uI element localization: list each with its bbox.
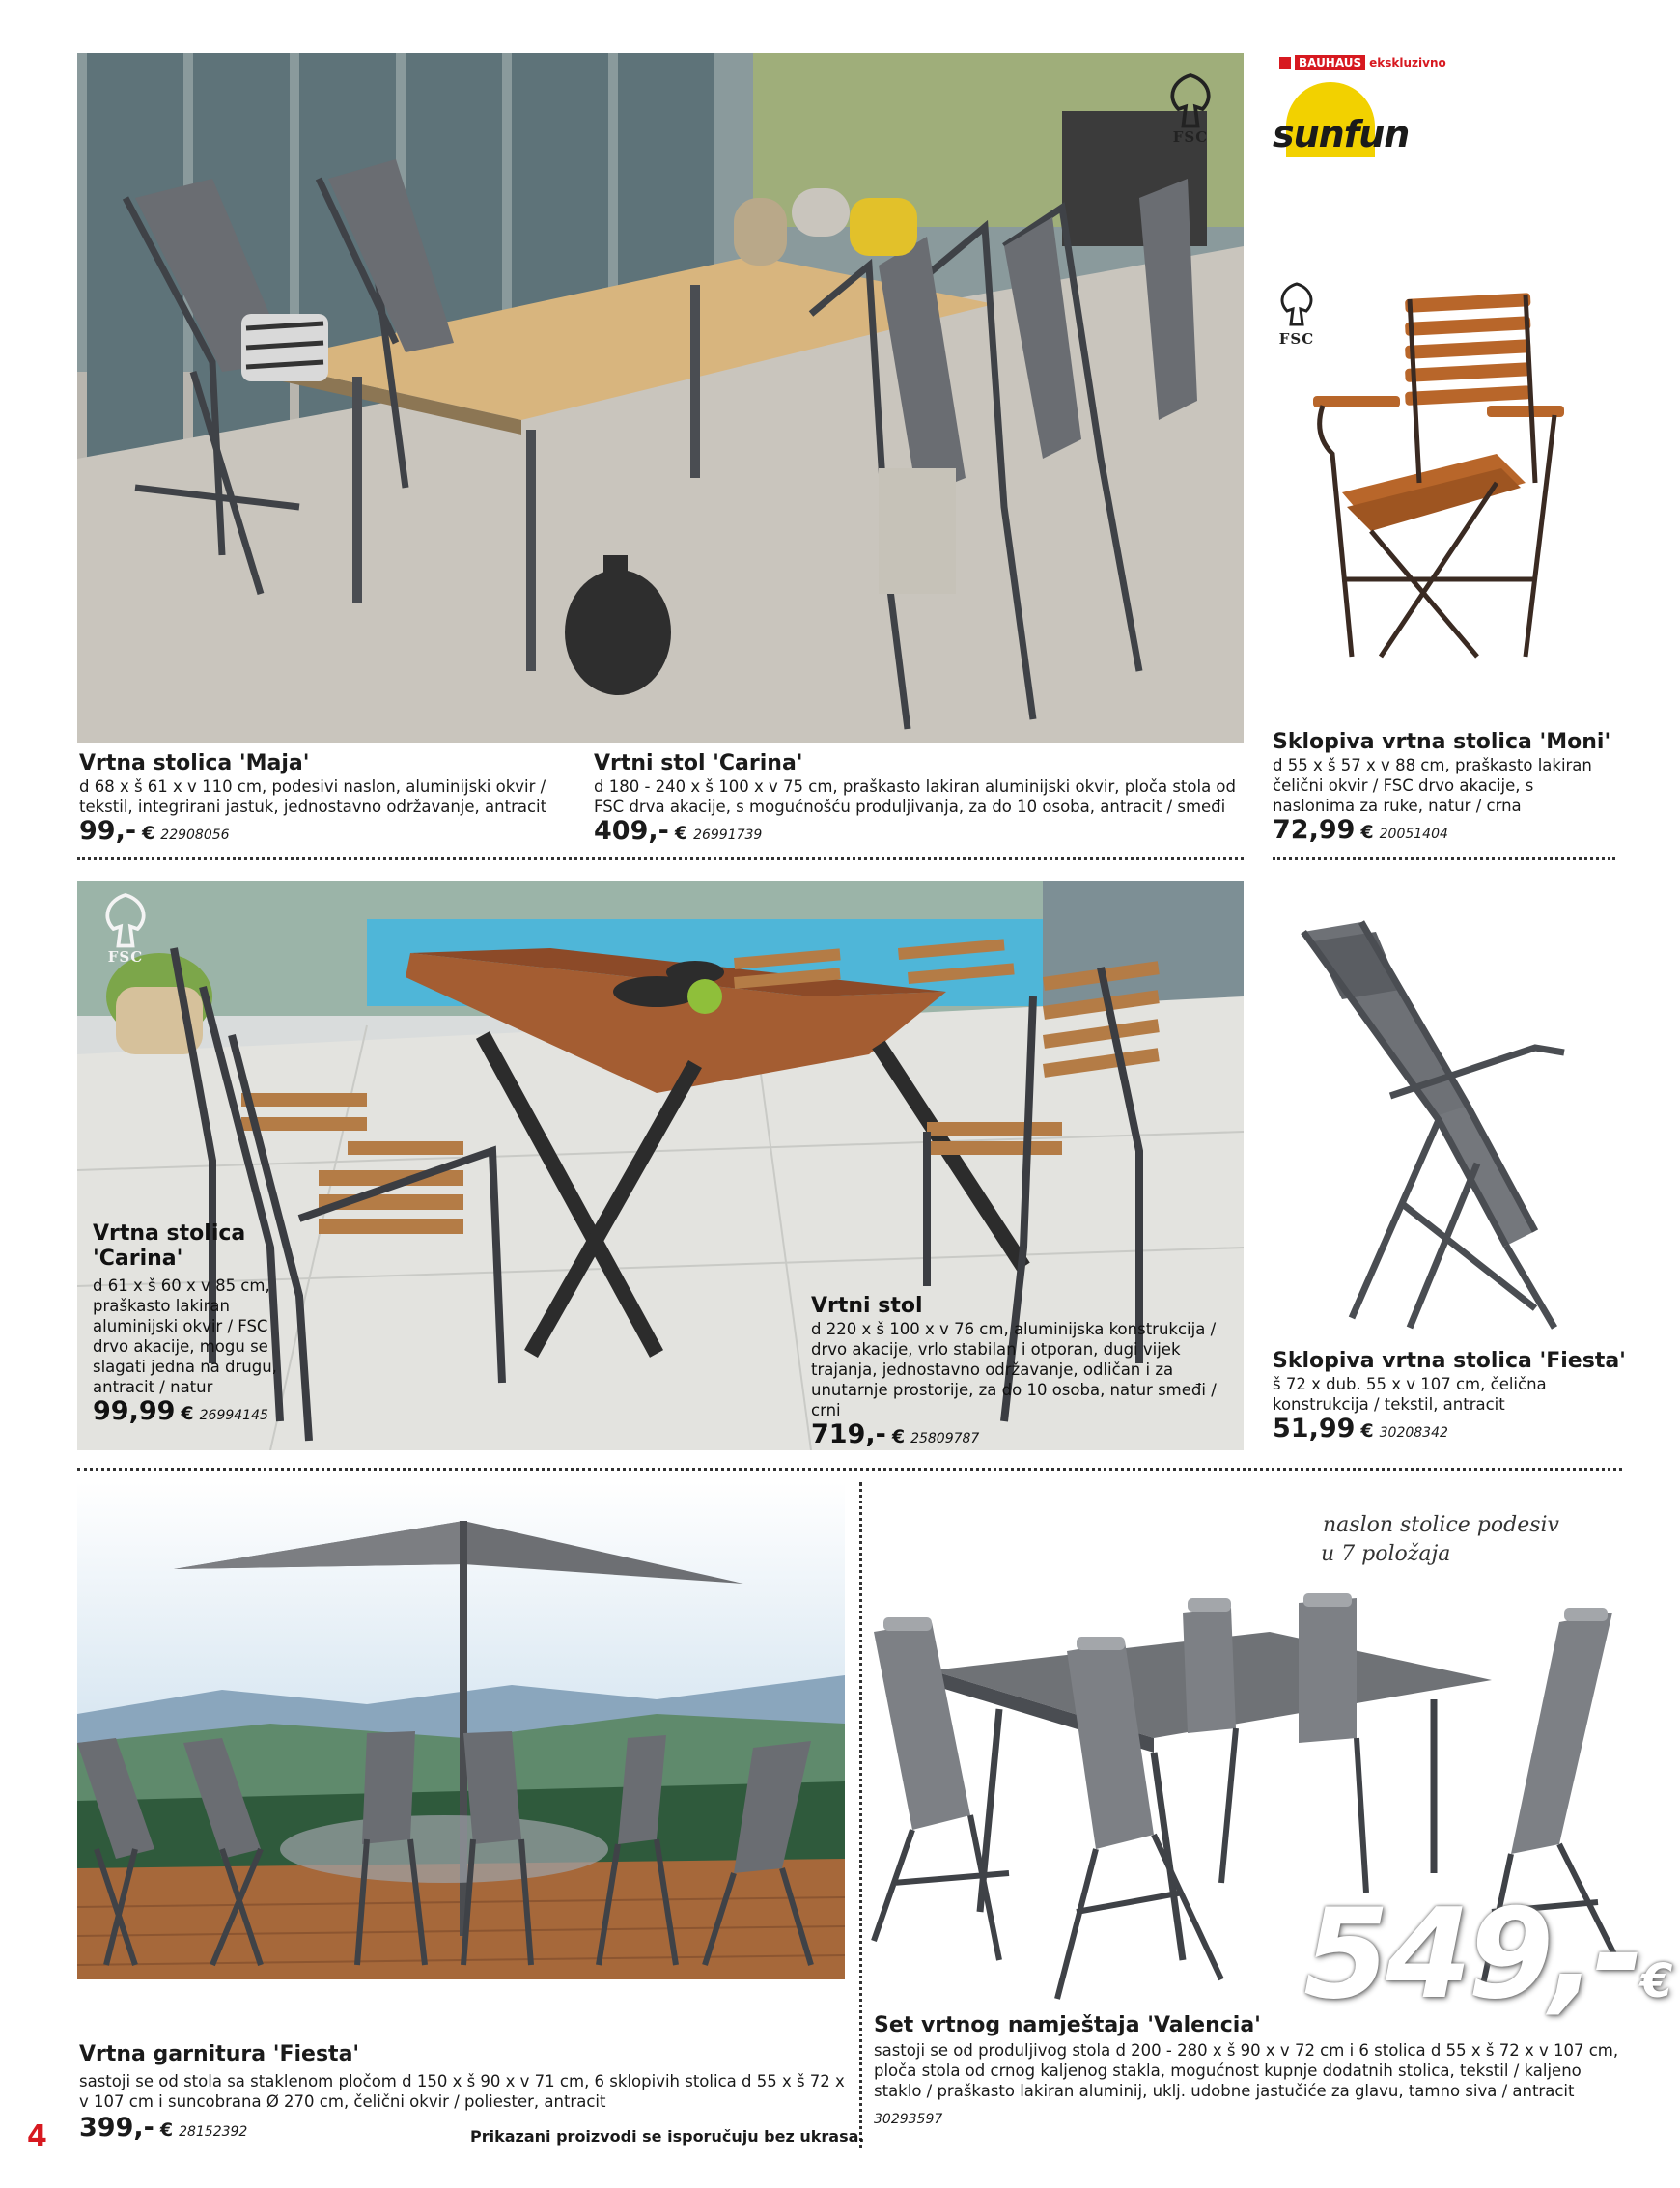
price-currency: € (1360, 1420, 1374, 1442)
product-desc-carina-table: d 180 - 240 x š 100 x v 75 cm, praškasto lakiran aluminijski okvir, ploča stola od FSC drva akacije, s mogućnošću produljivanja, za do 10 osoba, antracit / smeđi (594, 777, 1236, 816)
page-number: 4 (27, 2119, 47, 2153)
product-price-carina-chair (93, 1397, 286, 1430)
photo-maja-carina-set (77, 53, 1244, 743)
handwritten-note-line2: u 7 položaja (1321, 1542, 1451, 1566)
price-value: 719,- (811, 1419, 886, 1449)
product-code: 26991739 (693, 828, 763, 843)
sunfun-brand: sunfun (1273, 113, 1410, 155)
divider-row1-right (1273, 857, 1615, 860)
price-value: 99,99 (93, 1396, 176, 1426)
big-price-valencia (1303, 1883, 1672, 2027)
product-title-fiesta-set: Vrtna garnitura 'Fiesta' (79, 2042, 360, 2066)
footer-note: Prikazani proizvodi se isporučuju bez ukrasa. (470, 2127, 865, 2146)
price-currency: € (181, 1403, 194, 1424)
big-price-value: 549,- (1303, 1883, 1640, 2027)
product-code: 28152392 (179, 2124, 248, 2140)
product-code: 30293597 (874, 2112, 943, 2127)
price-currency: € (142, 823, 155, 844)
product-title-fiesta-chair: Sklopiva vrtna stolica 'Fiesta' (1273, 1349, 1626, 1373)
photo-fiesta-chair (1284, 912, 1574, 1337)
product-desc-fiesta-chair: š 72 x dub. 55 x v 107 cm, čelična konstrukcija / tekstil, antracit (1273, 1375, 1547, 1414)
product-price-fiesta-chair (1273, 1415, 1620, 1447)
product-title-carina-table: Vrtni stol 'Carina' (594, 751, 803, 775)
fsc-tree-icon (92, 890, 159, 948)
product-price-maja (79, 817, 601, 850)
product-desc-fiesta-set: sastoji se od stola sa staklenom pločom d 150 x š 90 x v 71 cm, 6 sklopivih stolica d 55 x š 72 x v 107 cm i suncobrana Ø 270 cm, čelični okvir / poliester, antracit (79, 2072, 845, 2111)
product-price-table (811, 1420, 1217, 1453)
handwritten-note-line1: naslon stolice podesiv (1323, 1513, 1559, 1537)
divider-bottom-vertical (859, 1482, 862, 2148)
retailer-name: BAUHAUS (1295, 55, 1365, 70)
price-value: 399,- (79, 2113, 154, 2143)
fsc-label: FSC (1172, 128, 1209, 146)
bauhaus-exclusive-badge (1279, 55, 1446, 70)
fsc-badge-carina (92, 890, 159, 966)
product-code: 30208342 (1379, 1425, 1448, 1441)
fsc-label: FSC (1278, 330, 1315, 348)
photo-fiesta-set-umbrella (77, 1482, 845, 1979)
fsc-badge (1157, 70, 1224, 146)
price-value: 409,- (594, 816, 669, 846)
product-title-maja: Vrtna stolica 'Maja' (79, 751, 310, 775)
price-currency: € (891, 1426, 906, 1447)
product-title-moni: Sklopiva vrtna stolica 'Moni' (1273, 730, 1611, 754)
product-title-valencia: Set vrtnog namještaja 'Valencia' (874, 2013, 1261, 2037)
product-desc-carina-chair: d 61 x š 60 x v 85 cm, praškasto lakiran aluminijski okvir / FSC drvo akacije, mogu se slagati jedna na drugu, antracit / natur (93, 1276, 277, 1396)
price-currency: € (674, 823, 688, 844)
product-title-table: Vrtni stol (811, 1294, 923, 1318)
divider-row2 (77, 1468, 1622, 1471)
price-value: 72,99 (1273, 815, 1356, 845)
sunfun-logo (1273, 82, 1413, 157)
price-currency: € (159, 2119, 174, 2141)
product-desc-valencia: sastoji se od produljivog stola d 200 - 280 x š 90 x v 72 cm i 6 stolica d 55 x š 72 x v 107 cm, ploča stola od crnog kaljenog stakla, mogućnost kupnje dodatnih stolica, tekstil / kaljeno staklo / praškasto lakiran aluminij, uklj. udobne jastučiće za glavu, tamno siva / antracit (874, 2041, 1619, 2100)
product-desc-table: d 220 x š 100 x v 76 cm, aluminijska konstrukcija / drvo akacije, vrlo stabilan i otporan, dugi vijek trajanja, jednostavno održavanje, odličan i za unutarnje prostorije, za do 10 osoba, natur smeđi / crni (811, 1320, 1217, 1419)
exclusive-label: ekskluzivno (1369, 56, 1446, 70)
product-code: 22908056 (160, 828, 230, 843)
product-price-valencia (874, 2101, 1622, 2134)
fsc-tree-icon (1157, 70, 1224, 128)
photo-moni-chair (1303, 290, 1564, 666)
product-code: 26994145 (199, 1408, 268, 1423)
price-value: 99,- (79, 816, 137, 846)
product-price-moni (1273, 816, 1615, 849)
product-price-carina-table (594, 817, 1241, 850)
divider-row1 (77, 857, 1244, 860)
big-price-currency: € (1639, 1954, 1673, 2008)
price-value: 51,99 (1273, 1414, 1356, 1444)
product-title-carina-chair-line2: 'Carina' (93, 1247, 183, 1271)
product-code: 20051404 (1379, 827, 1448, 842)
handwritten-note (1323, 1511, 1559, 1569)
product-title-carina-chair-line1: Vrtna stolica (93, 1221, 246, 1246)
product-code: 25809787 (910, 1431, 980, 1446)
price-currency: € (1360, 822, 1374, 843)
product-desc-moni: d 55 x š 57 x v 88 cm, praškasto lakiran čelični okvir / FSC drvo akacije, s naslonima za ruke, natur / crna (1273, 756, 1592, 815)
bauhaus-logo-icon (1279, 57, 1291, 69)
product-desc-maja: d 68 x š 61 x v 110 cm, podesivi naslon, aluminijski okvir / tekstil, integrirani jastuk, jednostavno održavanje, antracit (79, 777, 547, 816)
fsc-label: FSC (107, 948, 144, 966)
